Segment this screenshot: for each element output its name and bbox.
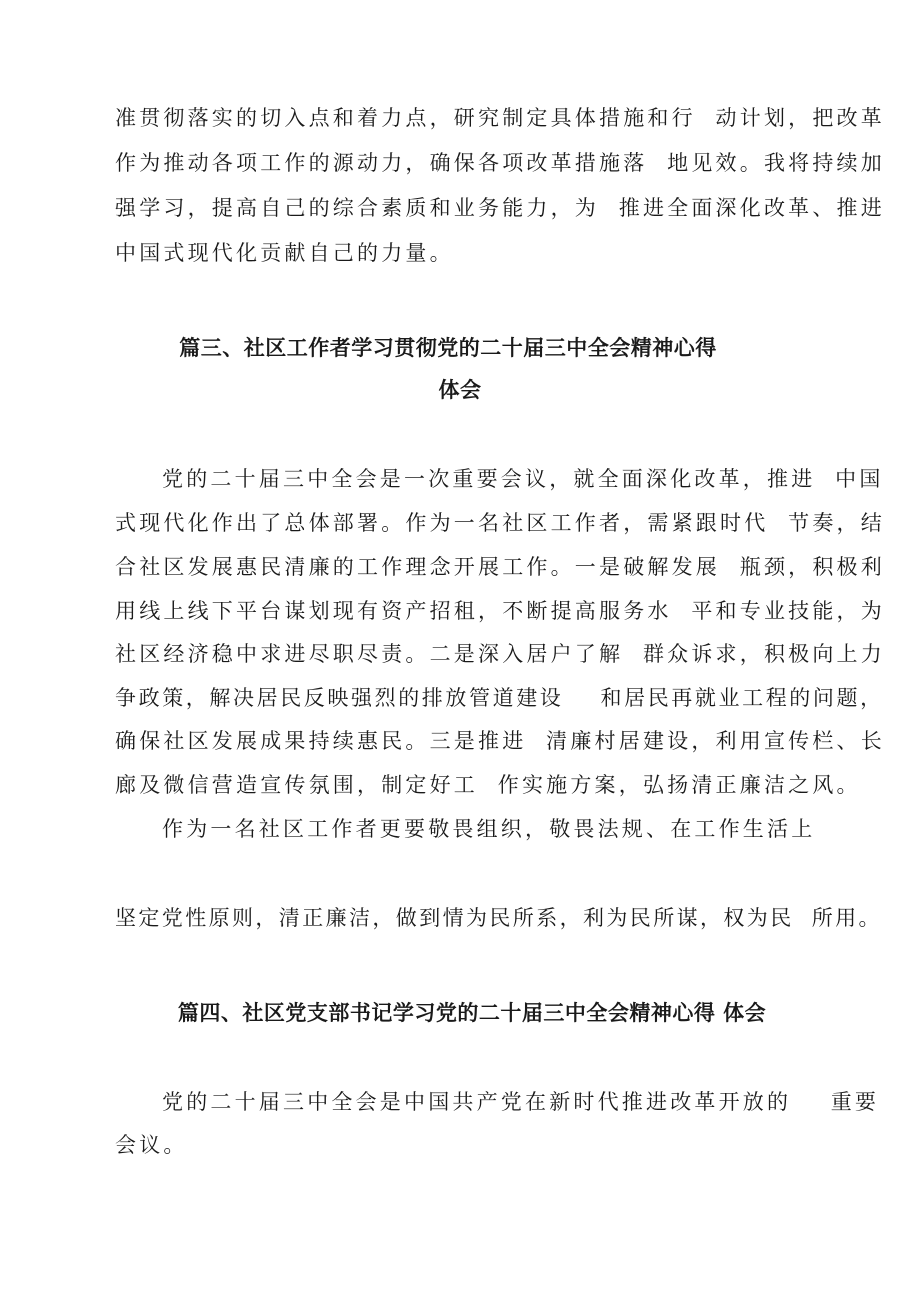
text-line: 争政策，解决居民反映强烈的排放管道建设 和居民再就业工程的问题， (115, 686, 884, 710)
text-line: 确保社区发展成果持续惠民。三是推进 清廉村居建设，利用宣传栏、长 (115, 729, 885, 753)
text-line: 社区经济稳中求进尽职尽责。二是深入居户了解 群众诉求，积极向上力 (115, 642, 885, 666)
heading-line: 篇三、社区工作者学习贯彻党的二十届三中全会精神心得 (179, 336, 717, 360)
text-line: 会议。 (115, 1133, 188, 1157)
text-line: 合社区发展惠民清廉的工作理念开展工作。一是破解发展 瓶颈，积极利 (115, 555, 885, 579)
text-line: 党的二十届三中全会是一次重要会议，就全面深化改革，推进 中国 (162, 467, 884, 491)
text-line: 中国式现代化贡献自己的力量。 (115, 241, 454, 265)
text-line: 准贯彻落实的切入点和着力点，研究制定具体措施和行 动计划，把改革 (115, 106, 885, 130)
text-line: 党的二十届三中全会是中国共产党在新时代推进改革开放的 重要 (162, 1090, 880, 1114)
text-line: 强学习，提高自己的综合素质和业务能力，为 推进全面深化改革、推进 (115, 196, 885, 220)
text-line: 用线上线下平台谋划现有资产招租，不断提高服务水 平和专业技能，为 (115, 599, 885, 623)
text-line: 作为一名社区工作者更要敬畏组织，敬畏法规、在工作生活上 (162, 817, 816, 841)
text-line: 坚定党性原则，清正廉洁，做到情为民所系，利为民所谋，权为民 所用。 (115, 906, 882, 930)
text-line: 作为推动各项工作的源动力，确保各项改革措施落 地见效。我将持续加 (115, 151, 885, 175)
heading-line: 篇四、社区党支部书记学习党的二十届三中全会精神心得 体会 (177, 1001, 767, 1025)
text-line: 廊及微信营造宣传氛围，制定好工 作实施方案，弘扬清正廉洁之风。 (115, 773, 861, 797)
heading-line: 体会 (438, 378, 482, 402)
text-line: 式现代化作出了总体部署。作为一名社区工作者，需紧跟时代 节奏，结 (115, 511, 885, 535)
